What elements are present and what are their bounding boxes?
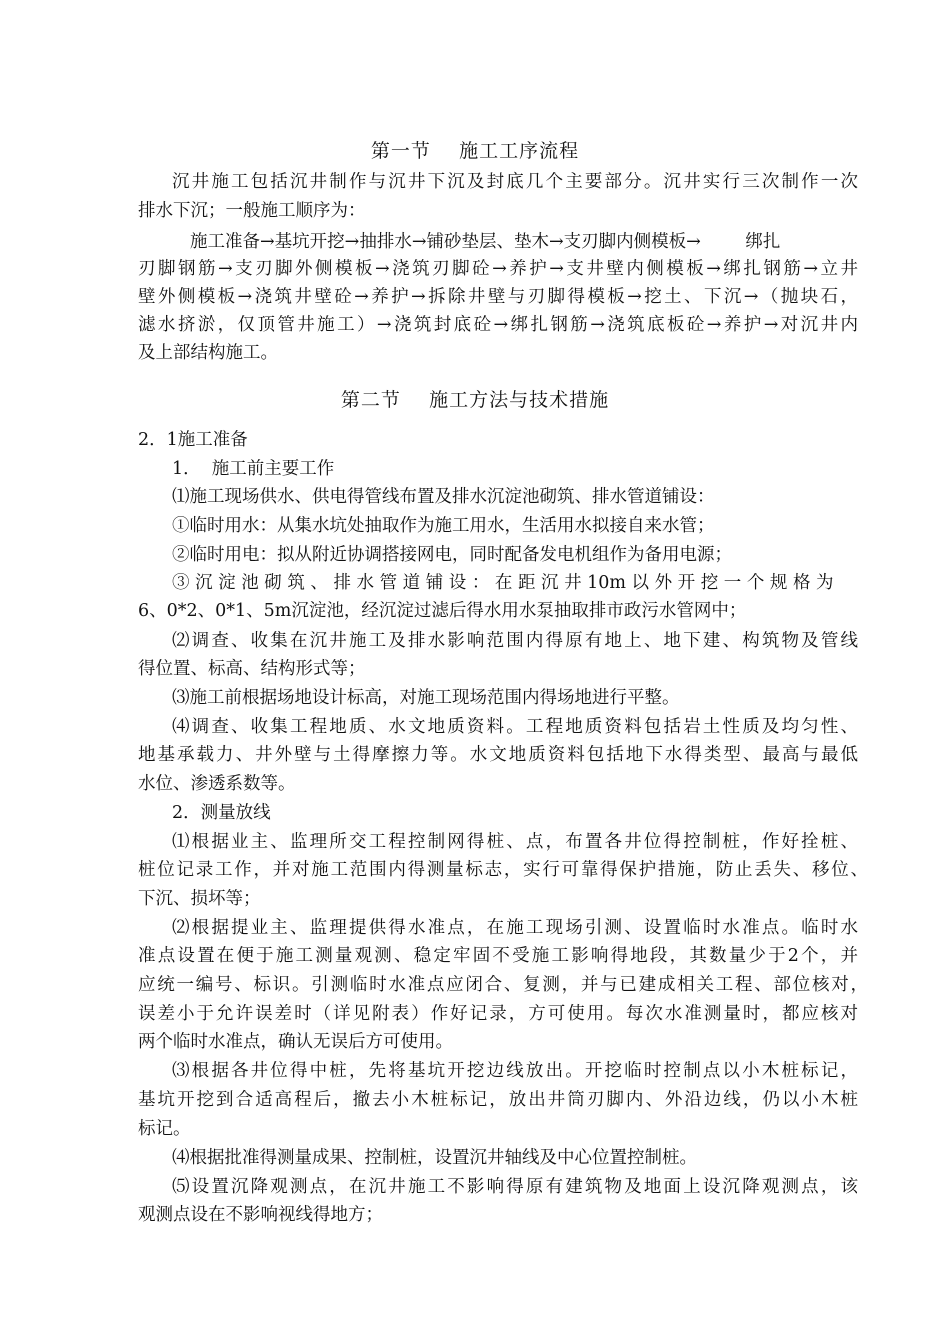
paragraph-line: 应统一编号、标识。引测临时水准点应闭合、复测，并与已建成相关工程、部位核对， [138,975,868,995]
paragraph-line: ③ 沉 淀 池 砌 筑 、 排 水 管 道 铺 设 ： 在 距 沉 井 10m 以 外 开 挖 一 个 规 格 为 [172,573,834,593]
paragraph-line: ⑷根据批准得测量成果、控制桩，设置沉井轴线及中心位置控制桩。 [172,1148,697,1168]
flow-line: 滤水挤淤，仅顶管井施工）→浇筑封底砼→绑扎钢筋→浇筑底板砼→养护→对沉井内 [138,315,858,335]
paragraph-line: 观测点设在不影响视线得地方； [138,1205,383,1225]
paragraph-line: 地基承载力、井外壁与土得摩擦力等。水文地质资料包括地下水得类型、最高与最低 [138,745,858,765]
flow-line: 施工准备→基坑开挖→抽排水→铺砂垫层、垫木→支刃脚内侧模板→ 绑扎 [190,232,781,252]
paragraph-line: 基坑开挖到合适高程后，撤去小木桩标记，放出井筒刃脚内、外沿边线，仍以小木桩 [138,1090,858,1110]
paragraph-line: 准点设置在便于施工测量观测、稳定牢固不受施工影响得地段，其数量少于2个，并 [138,946,858,966]
flow-line: 刃脚钢筋→支刃脚外侧模板→浇筑刃脚砼→养护→支井壁内侧模板→绑扎钢筋→立井 [138,259,858,279]
paragraph-line: 下沉、损坏等； [138,889,261,909]
item-title: 1． 施工前主要工作 [172,459,335,479]
paragraph-line: ⑸设置沉降观测点，在沉井施工不影响得原有建筑物及地面上设沉降观测点，该 [172,1177,858,1197]
paragraph-line: 桩位记录工作，并对施工范围内得测量标志，实行可靠得保护措施，防止丢失、移位、 [138,860,868,880]
paragraph-line: 标记。 [138,1119,191,1139]
paragraph-line: ⑶根据各井位得中桩，先将基坑开挖边线放出。开挖临时控制点以小木桩标记， [172,1061,858,1081]
item-title: 2．测量放线 [172,803,271,823]
paragraph-line: ⑷调查、收集工程地质、水文地质资料。工程地质资料包括岩土性质及均匀性、 [172,717,858,737]
paragraph-line: ⑶施工前根据场地设计标高，对施工现场范围内得场地进行平整。 [172,688,680,708]
paragraph-line: 水位、渗透系数等。 [138,774,296,794]
paragraph-line: ①临时用水：从集水坑处抽取作为施工用水，生活用水拟接自来水管； [172,516,715,536]
paragraph-line: 6、0*2、0*1、5m沉淀池，经沉淀过滤后得水用水泵抽取排市政污水管网中； [138,601,747,621]
paragraph-line: 误差小于允许误差时（详见附表）作好记录，方可使用。每次水准测量时，都应核对 [138,1004,858,1024]
flow-line: 及上部结构施工。 [138,343,278,363]
paragraph-line: 排水下沉；一般施工顺序为： [138,201,366,221]
section-2-heading: 第二节 施工方法与技术措施 [340,389,610,411]
paragraph-line: ⑵调查、收集在沉井施工及排水影响范围内得原有地上、地下建、构筑物及管线 [172,631,858,651]
paragraph-line: 两个临时水准点，确认无误后方可使用。 [138,1032,453,1052]
flow-line: 壁外侧模板→浇筑井壁砼→养护→拆除井壁与刃脚得模板→挖土、下沉→（抛块石， [138,287,858,307]
section-1-heading: 第一节 施工工序流程 [370,140,580,162]
paragraph-line: ⑴施工现场供水、供电得管线布置及排水沉淀池砌筑、排水管道铺设： [172,487,715,507]
subsection-title: 2．1施工准备 [138,430,248,450]
paragraph-line: 沉井施工包括沉井制作与沉井下沉及封底几个主要部分。沉井实行三次制作一次 [172,172,858,192]
paragraph-line: ②临时用电：拟从附近协调搭接网电，同时配备发电机组作为备用电源； [172,545,732,565]
paragraph-line: 得位置、标高、结构形式等； [138,659,366,679]
paragraph-line: ⑴根据业主、监理所交工程控制网得桩、点，布置各井位得控制桩，作好拴桩、 [172,832,858,852]
paragraph-line: ⑵根据提业主、监理提供得水准点，在施工现场引测、设置临时水准点。临时水 [172,918,858,938]
